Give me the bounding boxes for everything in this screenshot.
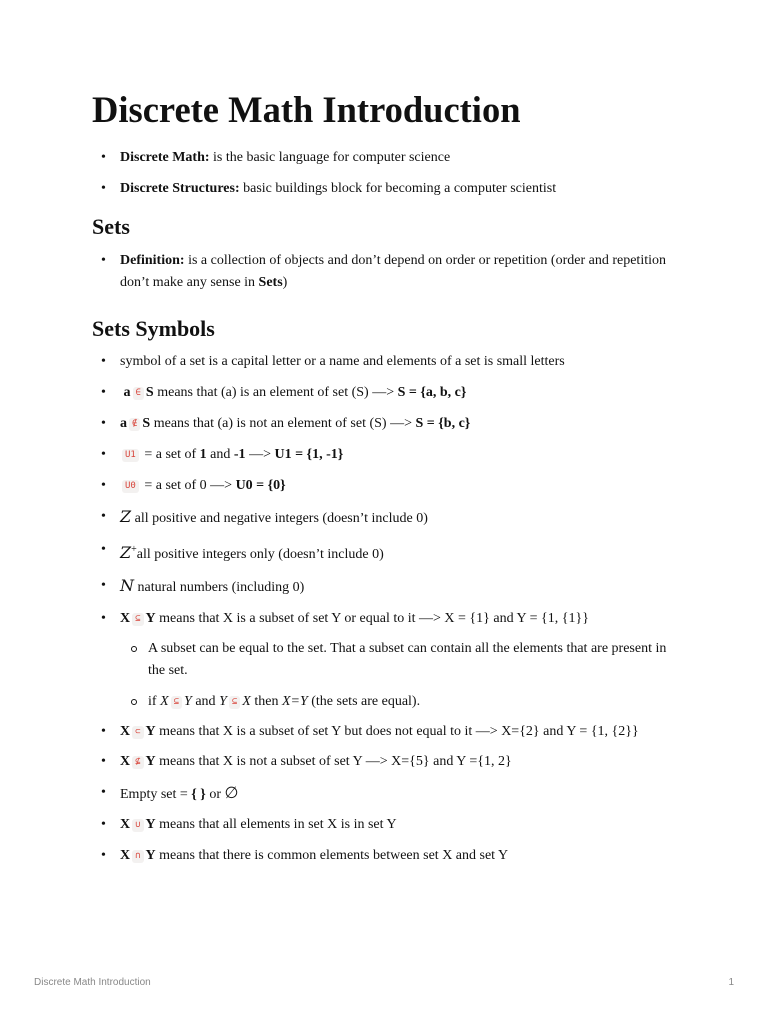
- proper-subset-symbol: ⊂: [132, 726, 143, 739]
- subset-equal-symbol: ⊆: [132, 613, 143, 626]
- list-item: • Definition: is a collection of objects and don’t depend on order or repetition (order and repetition don’t make any sense in Sets): [92, 250, 682, 294]
- math-symbol: N: [120, 576, 134, 595]
- list-item: • Discrete Math: is the basic language for computer science: [92, 147, 682, 169]
- list-item: • Discrete Structures: basic buildings block for becoming a computer scientist: [92, 178, 682, 200]
- list-item: • a ∉ S means that (a) is not an element of set (S) —> S = {b, c}: [92, 413, 682, 435]
- list-item: • X ∩ Y means that there is common elements between set X and set Y: [92, 845, 682, 867]
- section-heading-symbols: Sets Symbols: [92, 316, 215, 341]
- sub-list-item: A subset can be equal to the set. That a subset can contain all the elements that are present in the set.: [120, 638, 682, 682]
- math-symbol: Z: [120, 507, 132, 526]
- document-page: [92, 88, 682, 867]
- sub-list: [120, 638, 682, 713]
- list-item: • U0 = a set of 0 —> U0 = {0}: [92, 475, 682, 497]
- list-item: • symbol of a set is a capital letter or a name and elements of a set is small letters: [92, 351, 682, 373]
- subset-equal-symbol: ⊆: [229, 696, 240, 709]
- not-element-of-symbol: ∉: [129, 418, 140, 431]
- list-item: • Z all positive and negative integers (doesn’t include 0): [92, 506, 682, 530]
- list-item: • X ⊂ Y means that X is a subset of set Y but does not equal to it —> X={2} and Y = {1, {2}}: [92, 721, 682, 743]
- list-item: • U1 = a set of 1 and -1 —> U1 = {1, -1}: [92, 444, 682, 466]
- sub-list-item: if X ⊆ Y and Y ⊆ X then X=Y (the sets are equal).: [120, 691, 682, 713]
- symbols-list: [92, 351, 682, 867]
- element-of-symbol: ∈: [133, 387, 144, 400]
- list-item: • a ∈ S means that (a) is an element of set (S) —> S = {a, b, c}: [92, 382, 682, 404]
- section-heading-sets: Sets: [92, 214, 130, 239]
- empty-set-icon: ∅: [224, 783, 239, 802]
- list-item: • N natural numbers (including 0): [92, 575, 682, 599]
- page-number: 1: [728, 977, 734, 988]
- inline-code: U1: [122, 449, 139, 462]
- sets-list: [92, 250, 682, 294]
- union-symbol: ∪: [132, 819, 143, 832]
- list-item: • X ⊈ Y means that X is not a subset of set Y —> X={5} and Y ={1, 2}: [92, 751, 682, 773]
- page-title: Discrete Math Introduction: [92, 89, 521, 130]
- subset-equal-symbol: ⊆: [171, 696, 182, 709]
- intro-list: [92, 147, 682, 200]
- list-item: • X ∪ Y means that all elements in set X is in set Y: [92, 814, 682, 836]
- inline-code: U0: [122, 480, 139, 493]
- list-item: • X ⊆ Y means that X is a subset of set Y or equal to it —> X = {1} and Y = {1, {1}} A subset can be equal to the set. That a subset can contain all the elements that are present in the set. if X ⊆ Y and Y ⊆ X then X=Y (the sets are equal).: [92, 608, 682, 713]
- list-item: • Z+all positive integers only (doesn’t include 0): [92, 539, 682, 566]
- not-subset-symbol: ⊈: [132, 756, 143, 769]
- math-symbol: Z: [120, 543, 132, 562]
- list-item: • Empty set = { } or ∅: [92, 782, 682, 806]
- footer-title: Discrete Math Introduction: [34, 977, 151, 988]
- intersection-symbol: ∩: [132, 850, 143, 863]
